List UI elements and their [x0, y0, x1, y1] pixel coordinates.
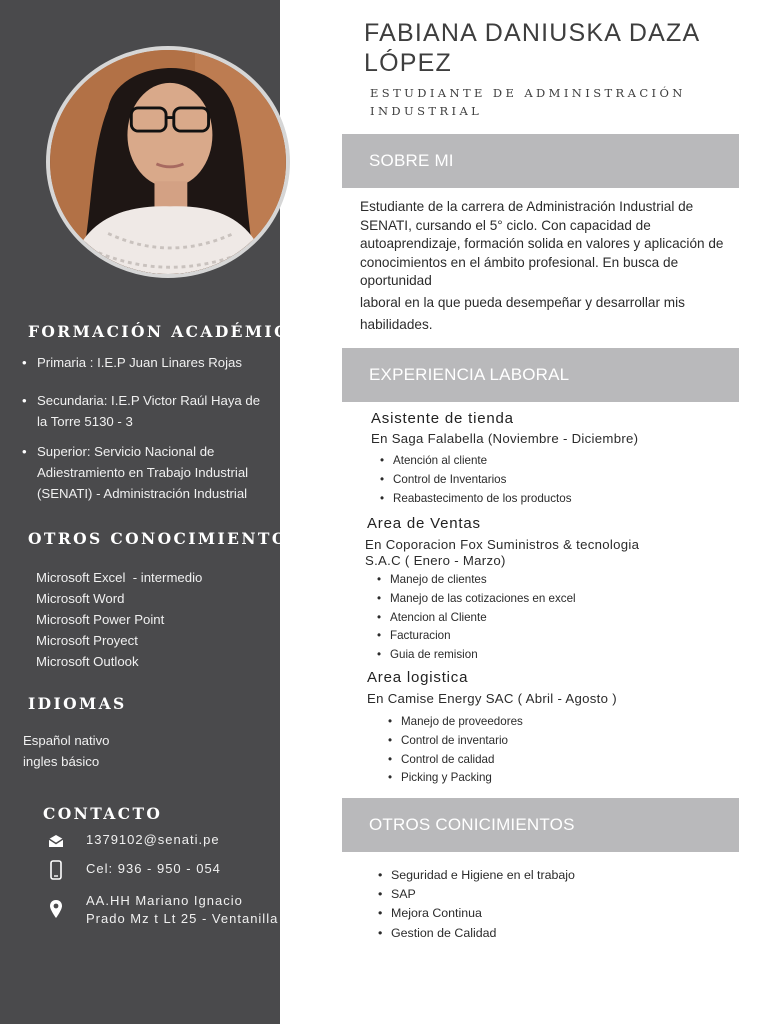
contact-phone — [46, 860, 221, 880]
job-task: • Reabastecimento de los productos — [380, 490, 572, 509]
address-line: Prado Mz t Lt 25 - Ventanilla — [86, 911, 279, 926]
job-task-list — [388, 713, 523, 788]
job-title: Area de Ventas — [367, 515, 481, 532]
job-company: S.A.C ( Enero - Marzo) — [365, 553, 506, 568]
job-task: • Control de inventario — [388, 732, 523, 751]
job-task: • Control de Inventarios — [380, 471, 572, 490]
education-item: • Secundaria: I.E.P Victor Raúl Haya de la Torre 5130 - 3 — [22, 390, 274, 432]
candidate-name: FABIANA DANIUSKA DAZA LÓPEZ — [364, 19, 700, 77]
job-title: Asistente de tienda — [371, 410, 514, 427]
knowledge-item: Microsoft Word — [36, 591, 125, 606]
education-item: • Primaria : I.E.P Juan Linares Rojas — [22, 352, 274, 373]
address-line: AA.HH Mariano Ignacio — [86, 893, 243, 908]
sidebar — [0, 0, 304, 1024]
job-task: • Control de calidad — [388, 751, 523, 770]
about-heading: SOBRE MI — [342, 134, 739, 188]
languages-heading: IDIOMAS — [28, 694, 127, 713]
job-company: En Saga Falabella (Noviembre - Diciembre) — [371, 431, 639, 446]
profile-photo — [46, 46, 290, 278]
contact-address — [46, 892, 278, 928]
job-title: Area logistica — [367, 669, 469, 686]
location-pin-icon — [46, 899, 66, 919]
contact-heading: CONTACTO — [43, 804, 163, 823]
job-task: • Atencion al Cliente — [377, 609, 576, 628]
about-paragraph: Estudiante de la carrera de Administración Industrial de SENATI, cursando el 5° ciclo. Con capacidad de autoaprendizaje, formación solida en valores y aplicación de conocimientos en el ámbito profesional. En busca de oportunidad — [360, 199, 724, 289]
other-item: • SAP — [378, 885, 575, 904]
knowledge-list — [36, 567, 202, 672]
other-item: • Mejora Continua — [378, 904, 575, 923]
other-heading: OTROS CONICIMIENTOS — [342, 798, 739, 852]
about-paragraph: laboral en la que pueda desempeñar y desarrollar mis habilidades. — [360, 294, 685, 332]
experience-heading: EXPERIENCIA LABORAL — [342, 348, 739, 402]
knowledge-heading: OTROS CONOCIMIENTOS — [28, 529, 302, 548]
other-list — [378, 866, 575, 943]
knowledge-item: Microsoft Power Point — [36, 612, 165, 627]
knowledge-item: Microsoft Excel - intermedio — [36, 570, 203, 585]
contact-email — [46, 831, 220, 851]
portrait-illustration — [50, 50, 286, 274]
job-task: • Manejo de proveedores — [388, 713, 523, 732]
phone-text: Cel: 936 - 950 - 054 — [86, 861, 221, 876]
phone-icon — [46, 860, 66, 880]
language-item: Español nativo — [23, 733, 110, 748]
job-task-list — [377, 571, 576, 665]
email-text[interactable]: 1379102@senati.pe — [86, 832, 220, 847]
job-task: • Facturacion — [377, 627, 576, 646]
about-text — [360, 198, 735, 336]
job-task-list — [380, 452, 572, 508]
knowledge-item: Microsoft Proyect — [36, 633, 138, 648]
job-task: • Picking y Packing — [388, 769, 523, 788]
job-task: • Guia de remision — [377, 646, 576, 665]
envelope-icon — [46, 831, 66, 851]
candidate-role: ESTUDIANTE DE ADMINISTRACIÓN INDUSTRIAL — [370, 86, 686, 118]
language-item: ingles básico — [23, 754, 100, 769]
job-company: En Camise Energy SAC ( Abril - Agosto ) — [367, 691, 617, 706]
languages-list — [23, 730, 110, 772]
job-company: En Coporacion Fox Suministros & tecnologia — [365, 537, 640, 552]
education-heading: FORMACIÓN ACADÉMICA — [28, 322, 304, 341]
education-list — [22, 352, 274, 504]
job-task: • Manejo de clientes — [377, 571, 576, 590]
other-item: • Seguridad e Higiene en el trabajo — [378, 866, 575, 885]
other-item: • Gestion de Calidad — [378, 924, 575, 943]
knowledge-item: Microsoft Outlook — [36, 654, 139, 669]
job-task: • Atención al cliente — [380, 452, 572, 471]
job-task: • Manejo de las cotizaciones en excel — [377, 590, 576, 609]
education-item: • Superior: Servicio Nacional de Adiestramiento en Trabajo Industrial (SENATI) - Administración Industrial — [22, 441, 274, 504]
